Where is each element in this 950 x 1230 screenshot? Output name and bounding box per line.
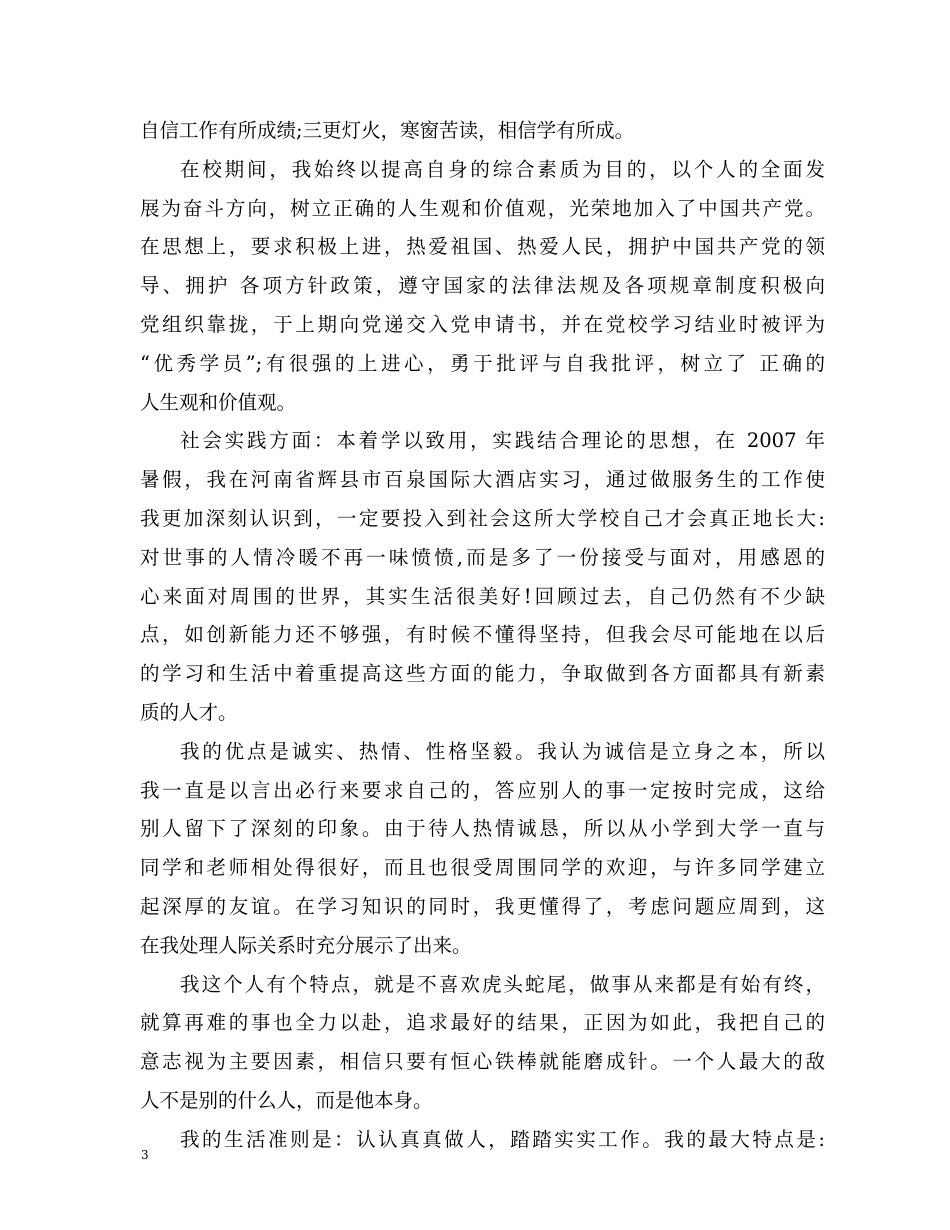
text-line: 起深厚的友谊。在学习知识的同时，我更懂得了，考虑问题应周到，这	[140, 894, 825, 918]
text-line: 暑假，我在河南省辉县市百泉国际大酒店实习，通过做服务生的工作使	[140, 468, 825, 492]
text-line: 党组织靠拢，于上期向党递交入党申请书，并在党校学习结业时被评为	[140, 312, 825, 336]
text-line: 心来面对周围的世界，其实生活很美好!回顾过去，自己仍然有不少缺	[140, 584, 825, 608]
text-line: 我这个人有个特点，就是不喜欢虎头蛇尾，做事从来都是有始有终，	[180, 972, 825, 996]
text-line: 我的生活准则是：认认真真做人，踏踏实实工作。我的最大特点是:	[180, 1127, 825, 1151]
text-line: 同学和老师相处得很好，而且也很受周围同学的欢迎，与许多同学建立	[140, 856, 825, 880]
text-line: 我的优点是诚实、热情、性格坚毅。我认为诚信是立身之本，所以	[180, 739, 825, 763]
text-line: 我更加深刻认识到，一定要投入到社会这所大学校自己才会真正地长大:	[140, 506, 825, 530]
text-line: 展为奋斗方向，树立正确的人生观和价值观，光荣地加入了中国共产党。	[140, 196, 825, 220]
text-line: 在校期间，我始终以提高自身的综合素质为目的，以个人的全面发	[180, 157, 825, 181]
text-line: 人不是别的什么人，而是他本身。	[140, 1088, 433, 1112]
text-line: 在我处理人际关系时充分展示了出来。	[140, 933, 472, 957]
text-line: 别人留下了深刻的印象。由于待人热情诚恳，所以从小学到大学一直与	[140, 817, 825, 841]
text-line: 意志视为主要因素，相信只要有恒心铁棒就能磨成针。一个人最大的敌	[140, 1050, 825, 1074]
text-line: 的学习和生活中着重提高这些方面的能力，争取做到各方面都具有新素	[140, 662, 825, 686]
text-line: 质的人才。	[140, 700, 238, 724]
text-line: 在思想上，要求积极上进，热爱祖国、热爱人民，拥护中国共产党的领	[140, 235, 825, 259]
text-line: 自信工作有所成绩;三更灯火，寒窗苦读，相信学有所成。	[140, 119, 635, 142]
document-body	[140, 112, 825, 1160]
text-line: 人生观和价值观。	[140, 390, 297, 414]
text-line: 点，如创新能力还不够强，有时候不懂得坚持，但我会尽可能地在以后	[140, 623, 825, 647]
text-line: 对世事的人情冷暖不再一味愤愤,而是多了一份接受与面对，用感恩的	[140, 545, 825, 569]
text-line: 社会实践方面：本着学以致用，实践结合理论的思想，在 2007 年	[180, 429, 825, 453]
page-number: 3	[141, 1148, 149, 1162]
text-line: 导、拥护 各项方针政策，遵守国家的法律法规及各项规章制度积极向	[140, 274, 825, 298]
text-line: “优秀学员”;有很强的上进心，勇于批评与自我批评，树立了 正确的	[140, 351, 825, 375]
text-line: 我一直是以言出必行来要求自己的，答应别人的事一定按时完成，这给	[140, 778, 825, 802]
text-line: 就算再难的事也全力以赴，追求最好的结果，正因为如此，我把自己的	[140, 1011, 825, 1035]
